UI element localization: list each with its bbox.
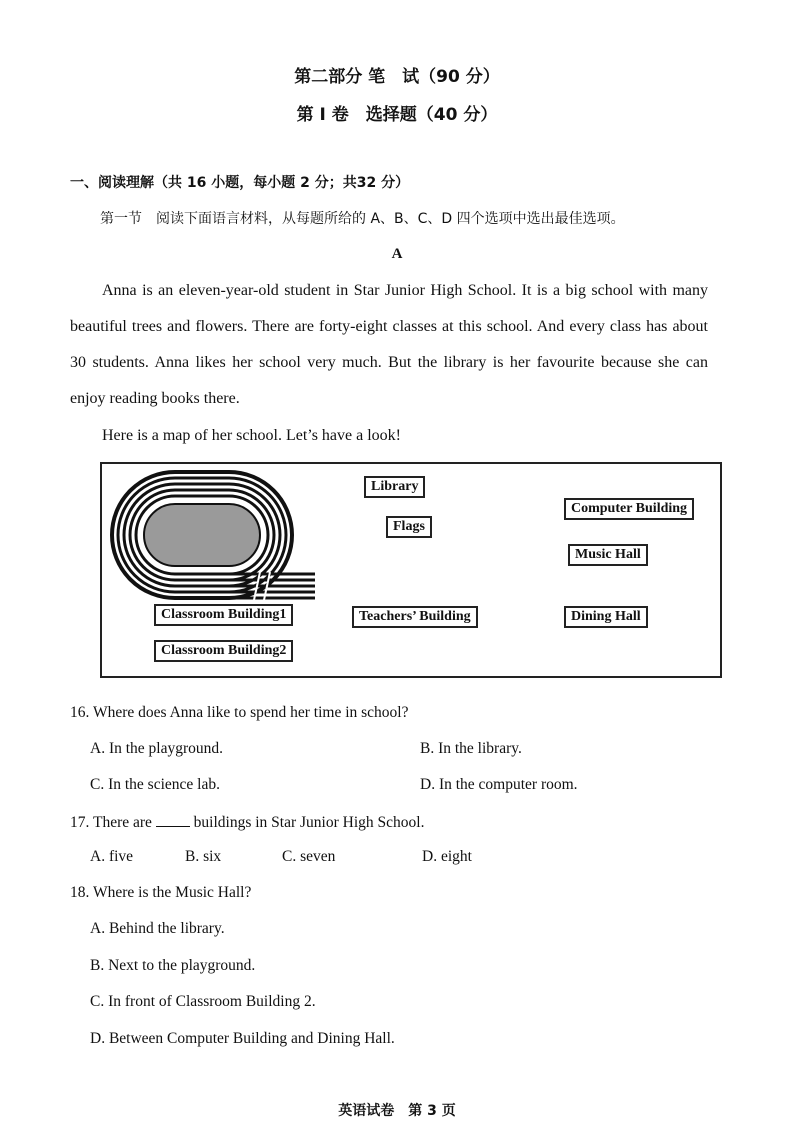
library-label: Library — [364, 476, 425, 498]
question-17-stem-start: 17. There are — [70, 814, 152, 831]
volume-title: 第 I 卷 选择题（40 分） — [296, 105, 498, 125]
dining-hall-label: Dining Hall — [564, 606, 648, 628]
passage-paragraph-2: Here is a map of her school. Let’s have a look! — [102, 427, 402, 444]
question-16-option-b: B. In the library. — [420, 740, 522, 757]
page-footer: 英语试卷 第 3 页 — [338, 1103, 456, 1119]
question-16-option-d: D. In the computer room. — [420, 776, 578, 793]
playground-track — [110, 470, 320, 610]
question-17-stem — [70, 812, 424, 832]
question-17-stem-end: buildings in Star Junior High School. — [193, 814, 425, 831]
question-17-option-b: B. six — [185, 848, 222, 865]
question-17-option-c: C. seven — [282, 848, 336, 865]
computer-building-label: Computer Building — [564, 498, 694, 520]
question-16-option-c: C. In the science lab. — [90, 776, 220, 793]
school-map — [100, 462, 722, 678]
section-heading: 一、阅读理解（共 16 小题，每小题 2 分；共32 分） — [70, 175, 410, 191]
question-17-option-d: D. eight — [422, 848, 472, 865]
music-hall-label: Music Hall — [568, 544, 648, 566]
question-16-stem: 16. Where does Anna like to spend her time in school? — [70, 704, 409, 721]
section-instruction: 第一节 阅读下面语言材料，从每题所给的 A、B、C、D 四个选项中选出最佳选项。 — [100, 211, 625, 227]
classroom-building-1-label: Classroom Building1 — [154, 604, 293, 626]
flags-label: Flags — [386, 516, 432, 538]
question-18-stem: 18. Where is the Music Hall? — [70, 884, 252, 901]
question-18-option-c: C. In front of Classroom Building 2. — [90, 993, 316, 1010]
question-16-option-a: A. In the playground. — [90, 740, 224, 757]
teachers-building-label: Teachers’ Building — [352, 606, 478, 628]
question-18-option-a: A. Behind the library. — [90, 920, 225, 937]
question-18-option-b: B. Next to the playground. — [90, 957, 256, 974]
question-17-option-a: A. five — [90, 848, 134, 865]
answer-blank — [156, 812, 190, 827]
question-18-option-d: D. Between Computer Building and Dining Hall. — [90, 1030, 395, 1047]
part-title: 第二部分 笔 试（90 分） — [294, 67, 500, 87]
classroom-building-2-label: Classroom Building2 — [154, 640, 293, 662]
passage-paragraph-1: Anna is an eleven-year-old student in Star Junior High School. It is a big school with many beautiful trees and flowers. There are forty-eight classes at this school. And every class has about 30 students. Anna likes her school very much. But the library is her favourite because she can enjoy reading books there. — [70, 282, 708, 407]
passage-letter: A — [391, 246, 403, 262]
